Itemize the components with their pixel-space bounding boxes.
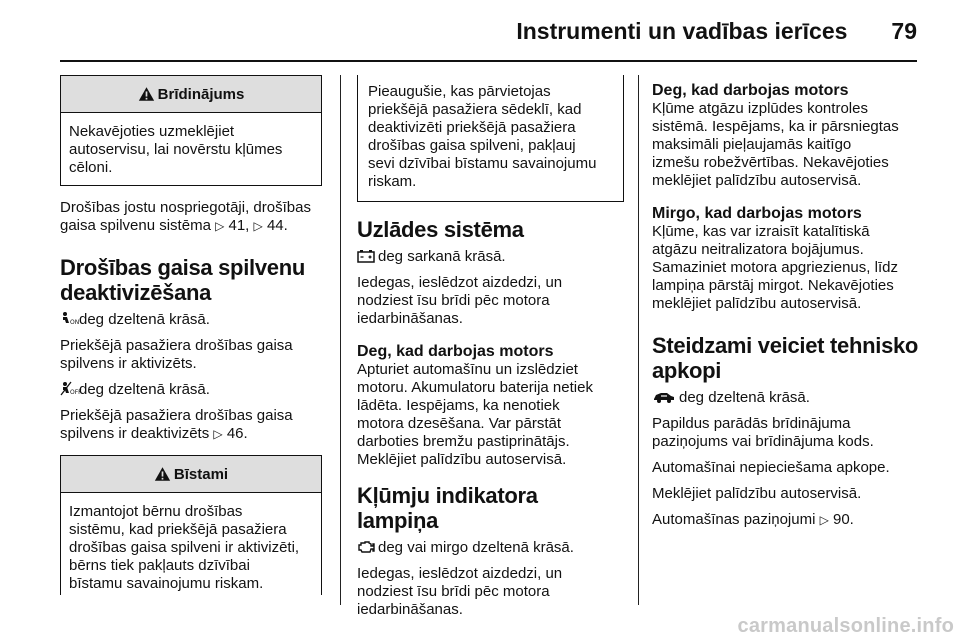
- page-reference-arrow-icon: ▷: [215, 219, 225, 233]
- text-line: spilvens ir aktivizēts.: [60, 355, 197, 372]
- text-span: Automašīnas paziņojumi: [652, 511, 816, 528]
- text-line: priekšējā pasažiera sēdeklī, kad: [368, 101, 582, 118]
- title-line: Drošības gaisa spilvenu: [60, 255, 305, 280]
- text-line: cēloni.: [69, 159, 113, 176]
- section-title: [652, 333, 924, 383]
- text-line: Drošības jostu nospriegotāji, drošības: [60, 199, 311, 216]
- warning-triangle-icon: [138, 86, 155, 102]
- title-line: Steidzami veiciet tehnisko: [652, 333, 919, 358]
- warning-box-title: Brīdinājums: [157, 85, 245, 103]
- text-line: Izmantojot bērnu drošības: [69, 503, 243, 520]
- text-line: drošības gaisa spilveni ir aktivizēti,: [69, 539, 300, 556]
- subsection-title: Mirgo, kad darbojas motors: [652, 205, 862, 222]
- text-line: iedarbināšanas.: [357, 601, 463, 618]
- text-line: nodziest īsu brīdi pēc motora: [357, 583, 550, 600]
- indicator-text: deg dzeltenā krāsā.: [79, 311, 210, 328]
- text-line: Priekšējā pasažiera drošības gaisa: [60, 407, 293, 424]
- text-line: lādēta. Iespējams, ka nenotiek: [357, 397, 560, 414]
- danger-box-body: [61, 493, 321, 595]
- text-line: Iedegas, ieslēdzot aizdedzi, un: [357, 274, 563, 291]
- text-line: meklējiet palīdzību autoservisā.: [652, 295, 862, 312]
- text-line: nodziest īsu brīdi pēc motora: [357, 292, 550, 309]
- text-line: sevi dzīvībai bīstamu savainojumu: [368, 155, 597, 172]
- page-reference-link[interactable]: 44.: [266, 217, 288, 234]
- service-wrench-car-icon: [652, 390, 676, 404]
- column-divider: [340, 75, 341, 605]
- indicator-text: deg sarkanā krāsā.: [378, 248, 506, 265]
- text-line: riskam.: [368, 173, 417, 190]
- title-line: deaktivizēšana: [60, 280, 212, 305]
- text-line: paziņojums vai brīdinājuma kods.: [652, 433, 874, 450]
- section-title: [60, 255, 322, 305]
- text-line: izmešu robežvērtības. Nekavējoties: [652, 154, 889, 171]
- danger-box-continued: [357, 75, 624, 202]
- column-divider: [638, 75, 639, 605]
- page-reference-link[interactable]: 90.: [833, 511, 854, 528]
- text-line: Meklējiet palīdzību autoservisā.: [652, 485, 862, 502]
- text-line: [652, 511, 924, 529]
- text-line: Pieaugušie, kas pārvietojas: [368, 83, 551, 100]
- text-line: sistēmā. Iespējams, ka ir pārsniegtas: [652, 118, 899, 135]
- text-line: Priekšējā pasažiera drošības gaisa: [60, 337, 293, 354]
- warning-box-header: [61, 76, 321, 113]
- warning-box-body: [61, 113, 321, 185]
- indicator-line: [652, 389, 924, 407]
- page-reference-arrow-icon: ▷: [253, 219, 263, 233]
- header-rule: [60, 60, 917, 62]
- text-line: Kļūme atgāzu izplūdes kontroles: [652, 100, 868, 117]
- text-line: Iedegas, ieslēdzot aizdedzi, un: [357, 565, 563, 582]
- column-3: [652, 75, 924, 529]
- indicator-text: deg dzeltenā krāsā.: [79, 381, 210, 398]
- text-line: bērns tiek pakļauts dzīvībai: [69, 557, 250, 574]
- column-2: [357, 75, 624, 619]
- text-line: Automašīnai nepieciešama apkope.: [652, 459, 890, 476]
- airbag-off-icon: [60, 381, 82, 396]
- section-header-title: Instrumenti un vadības ierīces: [516, 17, 848, 44]
- text-line: atgāzu neitralizatora bojājumus.: [652, 241, 864, 258]
- indicator-line: [60, 311, 322, 329]
- text-line: Samaziniet motora apgriezienus, līdz: [652, 259, 898, 276]
- watermark: carmanualsonline.info: [737, 615, 954, 637]
- text-line: Nekavējoties uzmeklējiet: [69, 123, 235, 140]
- page-reference-arrow-icon: ▷: [213, 427, 223, 441]
- text-line: iedarbināšanas.: [357, 310, 463, 327]
- danger-box: [60, 455, 322, 595]
- text-span: gaisa spilvenu sistēma: [60, 217, 211, 234]
- indicator-line: [357, 539, 624, 557]
- danger-box-header: [61, 456, 321, 493]
- subsection-title: Deg, kad darbojas motors: [357, 343, 554, 360]
- text-line: Apturiet automašīnu un izslēdziet: [357, 361, 578, 378]
- section-title: Uzlādes sistēma: [357, 217, 524, 242]
- battery-icon: [357, 249, 375, 263]
- indicator-text: deg vai mirgo dzeltenā krāsā.: [378, 539, 574, 556]
- section-title: Kļūmju indikatora lampiņa: [357, 483, 538, 533]
- text-line: [60, 217, 322, 235]
- text-line: lampiņa pārstāj mirgot. Nekavējoties: [652, 277, 894, 294]
- text-line: Papildus parādās brīdinājuma: [652, 415, 851, 432]
- indicator-text: deg dzeltenā krāsā.: [679, 389, 810, 406]
- text-line: autoservisu, lai novērstu kļūmes: [69, 141, 283, 158]
- page-reference-link[interactable]: 46.: [226, 425, 248, 442]
- svg-text:ON: ON: [70, 319, 80, 326]
- text-line: [60, 425, 322, 443]
- subsection-title: Deg, kad darbojas motors: [652, 82, 849, 99]
- warning-box: [60, 75, 322, 186]
- text-line: maksimāli pieļaujamās kaitīgo: [652, 136, 852, 153]
- warning-triangle-icon: [154, 466, 171, 482]
- page-number: 79: [891, 17, 917, 44]
- column-1: [60, 75, 322, 595]
- text-line: motoru. Akumulatoru baterija netiek: [357, 379, 593, 396]
- page-reference-link[interactable]: 41,: [228, 217, 250, 234]
- text-line: deaktivizēti priekšējā pasažiera: [368, 119, 576, 136]
- title-line: apkopi: [652, 358, 722, 383]
- text-line: motora dzesēšana. Var pārstāt: [357, 415, 561, 432]
- text-line: drošības gaisa spilveni, pakļauj: [368, 137, 576, 154]
- text-line: Kļūme, kas var izraisīt katalītiskā: [652, 223, 870, 240]
- text-line: sistēmu, kad priekšējā pasažiera: [69, 521, 287, 538]
- page-reference-arrow-icon: ▷: [819, 513, 829, 527]
- indicator-line: [357, 248, 624, 266]
- running-header: [0, 14, 917, 48]
- danger-box-title: Bīstami: [173, 465, 229, 483]
- text-line: darboties bremžu pastiprinātājs.: [357, 433, 570, 450]
- airbag-on-icon: [60, 311, 80, 326]
- engine-check-icon: [357, 540, 375, 554]
- text-span: spilvens ir deaktivizēts: [60, 425, 210, 442]
- indicator-line: [60, 381, 322, 399]
- svg-text:OFF: OFF: [70, 389, 82, 396]
- text-line: Meklējiet palīdzību autoservisā.: [357, 451, 567, 468]
- text-line: meklējiet palīdzību autoservisā.: [652, 172, 862, 189]
- text-line: bīstamu savainojumu riskam.: [69, 575, 264, 592]
